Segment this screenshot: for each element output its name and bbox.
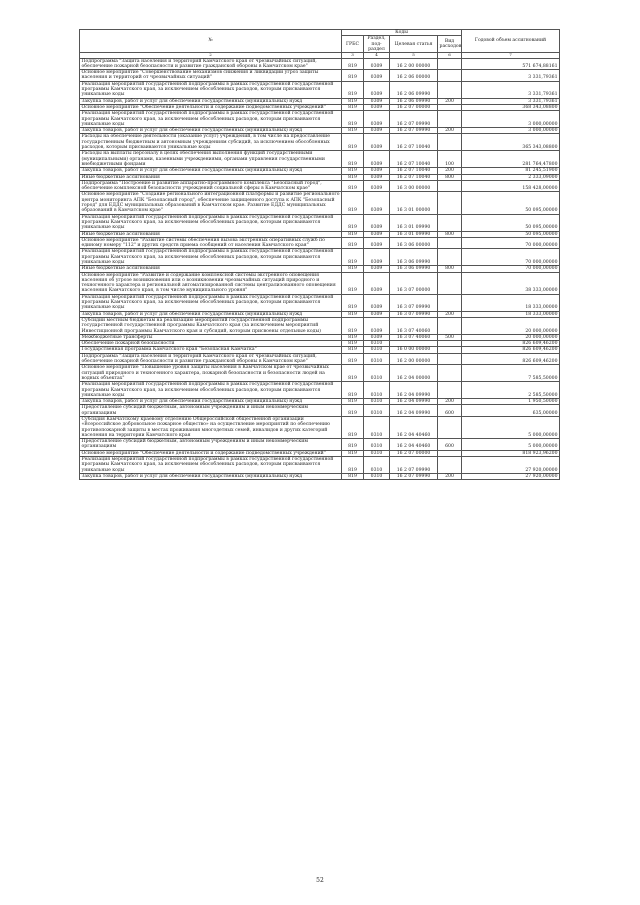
cell-sum: 38 333,00000 (462, 272, 560, 294)
table-row (80, 457, 560, 474)
cell-grbs: 819 (342, 341, 364, 347)
cell-cs: 16 2 06 09990 (390, 81, 438, 98)
cell-name: Реализация мероприятий государственной подпрограммы в рамках государственной государственной программы Камчатского края, за исключением обособленных расходов, которым присваиваются уникальные коды (80, 382, 342, 399)
cell-cs: 16 2 07 00000 (390, 450, 438, 456)
cell-sum: 5 000,00000 (462, 439, 560, 451)
cell-rz: 0309 (364, 98, 390, 104)
cell-grbs: 819 (342, 450, 364, 456)
table-row (80, 417, 560, 439)
table-row (80, 365, 560, 382)
cell-sum: 2 585,50000 (462, 382, 560, 399)
cell-vr: 200 (438, 473, 462, 479)
cell-vr: 200 (438, 98, 462, 104)
cell-grbs: 819 (342, 168, 364, 174)
cell-cs: 16 2 04 09990 (390, 399, 438, 405)
cell-rz: 0309 (364, 128, 390, 134)
cell-rz: 0309 (364, 81, 390, 98)
cell-grbs: 819 (342, 334, 364, 340)
cell-name: Основное мероприятие "Обеспечение деятельности и содержание подведомственных учреждений" (80, 450, 342, 456)
cell-rz: 0309 (364, 134, 390, 151)
cell-name: Основное мероприятие "Развитие системы обеспечения вызова экстренных оперативных служб по единому номеру "112" и других средств приема сообщений от населения Камчатского края" (80, 237, 342, 249)
cell-sum: 635,00000 (462, 405, 560, 417)
cell-name: Закупка товаров, работ и услуг для обеспечения государственных (муниципальных) нужд (80, 98, 342, 104)
cell-name: Закупка товаров, работ и услуг для обеспечения государственных (муниципальных) нужд (80, 311, 342, 317)
header-target: Целевая статья (390, 36, 438, 53)
cell-vr: 200 (438, 399, 462, 405)
cell-sum: 571 674,88161 (462, 58, 560, 70)
cell-sum: 3 331,79361 (462, 70, 560, 82)
cell-vr (438, 457, 462, 474)
cell-sum: 158 428,00000 (462, 180, 560, 192)
cell-vr (438, 214, 462, 231)
cell-cs: 16 2 07 10040 (390, 174, 438, 180)
cell-cs: 16 2 04 00000 (390, 365, 438, 382)
cell-name: Иные бюджетные ассигнования (80, 266, 342, 272)
cell-grbs: 819 (342, 151, 364, 168)
table-row (80, 237, 560, 249)
cell-rz: 0309 (364, 111, 390, 128)
cell-cs: 16 3 06 09990 (390, 266, 438, 272)
cell-vr (438, 382, 462, 399)
cell-name: Реализация мероприятий государственной подпрограммы в рамках государственной государственной программы Камчатского края, за исключением обособленных расходов, которым присваиваются уникальные коды (80, 294, 342, 311)
cell-cs: 16 3 01 00000 (390, 192, 438, 214)
table-row (80, 317, 560, 334)
cell-vr (438, 192, 462, 214)
cell-cs: 16 2 04 09990 (390, 405, 438, 417)
cell-cs: 16 2 04 09990 (390, 382, 438, 399)
cell-vr: 200 (438, 128, 462, 134)
cell-rz: 0309 (364, 266, 390, 272)
cell-grbs: 819 (342, 81, 364, 98)
header-codes: Коды (342, 30, 462, 36)
cell-grbs: 819 (342, 399, 364, 405)
cell-rz: 0310 (364, 365, 390, 382)
header-kind: Вид расходов (438, 36, 462, 53)
cell-vr: 200 (438, 168, 462, 174)
header-section: Раздел, под-раздел (364, 36, 390, 53)
cell-grbs: 819 (342, 405, 364, 417)
cell-rz: 0310 (364, 450, 390, 456)
cell-sum: 1 950,50000 (462, 399, 560, 405)
table-row (80, 58, 560, 70)
cell-grbs: 819 (342, 192, 364, 214)
cell-rz: 0309 (364, 168, 390, 174)
cell-vr (438, 237, 462, 249)
cell-vr (438, 249, 462, 266)
cell-rz: 0310 (364, 405, 390, 417)
cell-sum: 50 095,00000 (462, 214, 560, 231)
cell-name: Закупка товаров, работ и услуг для обеспечения государственных (муниципальных) нужд (80, 168, 342, 174)
cell-sum: 3 331,79361 (462, 98, 560, 104)
cell-name: Расходы на обеспечение деятельности (оказание услуг) учреждений, в том числе на предоставление государственным бюджетным и автономным учреждениям субсидий, за исключением обособленных расходов, которым присваиваются уникальные коды (80, 134, 342, 151)
index-cell: 6 (438, 53, 462, 58)
cell-grbs: 819 (342, 347, 364, 353)
cell-sum: 3 331,79361 (462, 81, 560, 98)
cell-grbs: 819 (342, 58, 364, 70)
cell-sum: 70 000,00000 (462, 237, 560, 249)
page-number: 52 (316, 877, 324, 884)
header-no: № (80, 30, 342, 53)
cell-rz: 0309 (364, 70, 390, 82)
cell-grbs: 819 (342, 294, 364, 311)
cell-cs: 16 2 06 09990 (390, 98, 438, 104)
cell-sum: 365 343,08800 (462, 134, 560, 151)
cell-cs: 16 3 06 09990 (390, 249, 438, 266)
cell-name: Обеспечение пожарной безопасности (80, 341, 342, 347)
cell-name: Основное мероприятие "Повышение уровня защиты населения в Камчатском крае от чрезвычайных ситуаций природного и техногенного характера, пожарной безопасности и безопасности людей на водных объектах" (80, 365, 342, 382)
cell-vr: 800 (438, 231, 462, 237)
cell-rz: 0309 (364, 311, 390, 317)
cell-grbs: 819 (342, 365, 364, 382)
cell-name: Закупка товаров, работ и услуг для обеспечения государственных (муниципальных) нужд (80, 473, 342, 479)
table-row (80, 353, 560, 365)
table-row (80, 192, 560, 214)
cell-name: Подпрограмма "Защита населения и территорий Камчатского края от чрезвычайных ситуаций, обеспечение пожарной безопасности и развитие гражданской обороны в Камчатском крае" (80, 58, 342, 70)
cell-rz: 0309 (364, 249, 390, 266)
table-row (80, 272, 560, 294)
table-row (80, 81, 560, 98)
cell-name: Основное мероприятие "Обеспечение деятельности и содержание подведомственных учреждений" (80, 104, 342, 110)
cell-cs: 16 0 00 00000 (390, 347, 438, 353)
cell-rz: 0309 (364, 192, 390, 214)
cell-rz: 0310 (364, 417, 390, 439)
cell-name: Государственная программа Камчатского края "Безопасная Камчатка" (80, 347, 342, 353)
cell-grbs: 819 (342, 237, 364, 249)
cell-name: Иные бюджетные ассигнования (80, 174, 342, 180)
cell-rz: 0309 (364, 214, 390, 231)
cell-grbs: 819 (342, 111, 364, 128)
cell-sum: 50 095,00000 (462, 192, 560, 214)
cell-vr: 200 (438, 311, 462, 317)
cell-rz: 0310 (364, 341, 390, 347)
cell-name: Расходы на выплаты персоналу в целях обеспечения выполнения функций государственными (муниципальными) органами, казенными учреждениями, органами управления государственными внебюджетными фондами (80, 151, 342, 168)
cell-sum: 3 000,00000 (462, 128, 560, 134)
cell-name: Реализация мероприятий государственной подпрограммы в рамках государственной государственной программы Камчатского края, за исключением обособленных расходов, которым присваиваются уникальные коды (80, 81, 342, 98)
cell-rz: 0310 (364, 457, 390, 474)
cell-vr (438, 81, 462, 98)
cell-vr (438, 365, 462, 382)
cell-cs: 16 3 06 00000 (390, 237, 438, 249)
cell-grbs: 819 (342, 214, 364, 231)
cell-sum: 50 095,00000 (462, 231, 560, 237)
cell-rz: 0309 (364, 231, 390, 237)
cell-rz: 0309 (364, 272, 390, 294)
cell-rz: 0310 (364, 399, 390, 405)
index-cell: 4 (364, 53, 390, 58)
cell-vr: 500 (438, 334, 462, 340)
cell-name: Закупка товаров, работ и услуг для обеспечения государственных (муниципальных) нужд (80, 399, 342, 405)
cell-rz: 0309 (364, 151, 390, 168)
cell-cs: 16 2 07 09990 (390, 457, 438, 474)
cell-vr (438, 180, 462, 192)
cell-vr: 600 (438, 405, 462, 417)
cell-name: Подпрограмма "Построение и развитие аппаратно-программного комплекса "Безопасный город", обеспечение комплексной безопасности учреждений социальной сферы в Камчатском крае" (80, 180, 342, 192)
table-row (80, 111, 560, 128)
cell-grbs: 819 (342, 134, 364, 151)
cell-cs: 16 3 07 40060 (390, 317, 438, 334)
cell-grbs: 819 (342, 128, 364, 134)
cell-cs: 16 2 06 00000 (390, 70, 438, 82)
cell-sum: 3 000,00000 (462, 111, 560, 128)
cell-vr: 800 (438, 266, 462, 272)
cell-rz: 0309 (364, 294, 390, 311)
cell-grbs: 819 (342, 98, 364, 104)
cell-cs: 16 3 07 00000 (390, 272, 438, 294)
cell-cs: 16 2 07 10040 (390, 151, 438, 168)
budget-table-container (79, 29, 559, 480)
cell-vr: 800 (438, 174, 462, 180)
cell-grbs: 819 (342, 70, 364, 82)
cell-name: Межбюджетные трансферты (80, 334, 342, 340)
cell-sum: 281 764,47800 (462, 151, 560, 168)
table-row (80, 180, 560, 192)
cell-cs: 16 3 01 09990 (390, 231, 438, 237)
table-row (80, 473, 560, 479)
cell-rz: 0309 (364, 174, 390, 180)
index-cell: 3 (342, 53, 364, 58)
cell-name: Основное мероприятие "Развитие и содержание комплексной системы экстренного оповещения населения об угрозе возникновения или о возникновении чрезвычайных ситуаций природного и техногенного характера и региональной автоматизированной системы централизованного оповещения населения Камчатского края, в том числе муниципального уровня" (80, 272, 342, 294)
cell-sum: 2 333,09000 (462, 174, 560, 180)
cell-rz: 0310 (364, 439, 390, 451)
cell-sum: 70 000,00000 (462, 249, 560, 266)
table-row (80, 214, 560, 231)
cell-cs: 16 2 07 09990 (390, 473, 438, 479)
table-row (80, 439, 560, 451)
table-row (80, 134, 560, 151)
cell-grbs: 819 (342, 473, 364, 479)
table-row (80, 249, 560, 266)
index-cell: 5 (390, 53, 438, 58)
table-row (80, 70, 560, 82)
cell-vr (438, 272, 462, 294)
cell-cs: 16 2 00 00000 (390, 58, 438, 70)
cell-grbs: 819 (342, 272, 364, 294)
cell-name: Субсидии местным бюджетам на реализацию мероприятий государственной подпрограммы государственной государственной программы Камчатского края (за исключением мероприятий Инвестиционной программы Камчатского края и субсидий, которым присвоены отдельные коды) (80, 317, 342, 334)
cell-name: Реализация мероприятий государственной подпрограммы в рамках государственной государственной программы Камчатского края, за исключением обособленных расходов, которым присваиваются уникальные коды (80, 214, 342, 231)
cell-name: Реализация мероприятий государственной подпрограммы в рамках государственной государственной программы Камчатского края, за исключением обособленных расходов, которым присваиваются уникальные коды (80, 457, 342, 474)
cell-rz: 0309 (364, 104, 390, 110)
cell-cs: 16 2 07 09990 (390, 111, 438, 128)
cell-rz: 0309 (364, 237, 390, 249)
cell-sum: 18 333,00000 (462, 294, 560, 311)
cell-cs: 16 3 01 09990 (390, 214, 438, 231)
cell-grbs: 819 (342, 317, 364, 334)
cell-rz: 0309 (364, 58, 390, 70)
cell-cs: 16 2 04 40460 (390, 439, 438, 451)
table-body (80, 58, 560, 480)
index-cell: 7 (462, 53, 560, 58)
header-row-1 (80, 30, 560, 36)
cell-grbs: 819 (342, 231, 364, 237)
cell-sum: 27 920,00000 (462, 457, 560, 474)
cell-grbs: 819 (342, 266, 364, 272)
cell-cs: 16 2 07 09990 (390, 128, 438, 134)
cell-rz: 0310 (364, 382, 390, 399)
cell-vr: 100 (438, 151, 462, 168)
cell-cs: 16 2 07 00000 (390, 104, 438, 110)
cell-name: Реализация мероприятий государственной подпрограммы в рамках государственной государственной программы Камчатского края, за исключением обособленных расходов, которым присваиваются уникальные коды (80, 249, 342, 266)
cell-name: Субсидия Камчатскому краевому отделению Общероссийской общественной организации «Всероссийское добровольное пожарное общество» на осуществление мероприятий по обеспечению противопожарной защиты в местах проживания многодетных семей, инвалидов и других категорий населения на территории Камчатского края (80, 417, 342, 439)
cell-vr: 600 (438, 439, 462, 451)
cell-name: Предоставление субсидий бюджетным, автономным учреждениям и иным некоммерческим организациям (80, 439, 342, 451)
cell-sum: 5 000,00000 (462, 417, 560, 439)
table-row (80, 151, 560, 168)
cell-vr (438, 317, 462, 334)
cell-cs: 16 2 07 10040 (390, 134, 438, 151)
cell-vr (438, 111, 462, 128)
cell-sum: 81 245,51900 (462, 168, 560, 174)
table-row (80, 294, 560, 311)
cell-cs: 16 2 00 00000 (390, 353, 438, 365)
cell-rz: 0309 (364, 317, 390, 334)
index-cell: 2 (80, 53, 342, 58)
cell-sum: 826 609,46200 (462, 347, 560, 353)
cell-sum: 20 000,00000 (462, 317, 560, 334)
cell-sum: 27 920,00000 (462, 473, 560, 479)
cell-grbs: 819 (342, 104, 364, 110)
cell-grbs: 819 (342, 457, 364, 474)
cell-rz: 0309 (364, 334, 390, 340)
cell-sum: 7 585,50000 (462, 365, 560, 382)
cell-cs: 16 3 07 09990 (390, 311, 438, 317)
cell-sum: 818 923,96200 (462, 450, 560, 456)
header-grbs: ГРБС (342, 36, 364, 53)
cell-rz: 0310 (364, 347, 390, 353)
cell-sum: 368 343,08800 (462, 104, 560, 110)
cell-name: Основное мероприятие "Создание регионального интеграционной платформы и развитие регионального центра мониторинга АПК "Безопасный город", обеспечение защищенного доступа к АПК "Безопасный город" для ЕДДС муниципальных образований в Камчатском крае. Развитие ЕДДС муниципальных образований в Камчатском крае" (81, 192, 340, 214)
cell-cs: 16 2 07 10040 (390, 168, 438, 174)
cell-sum: 70 000,00000 (462, 266, 560, 272)
cell-cs: 16 3 07 40060 (390, 334, 438, 340)
table-row (80, 382, 560, 399)
header-sum: Годовой объем ассигнований (462, 30, 560, 53)
cell-vr (438, 294, 462, 311)
cell-grbs: 819 (342, 249, 364, 266)
cell-name: Закупка товаров, работ и услуг для обеспечения государственных (муниципальных) нужд (80, 128, 342, 134)
cell-name: Основное мероприятие "Совершенствование механизмов снижения и ликвидации угроз защиты населения и территорий от чрезвычайных ситуаций" (80, 70, 342, 82)
cell-grbs: 819 (342, 417, 364, 439)
budget-table (79, 29, 560, 480)
cell-cs: 16 2 04 40460 (390, 417, 438, 439)
cell-sum: 20 000,00000 (462, 334, 560, 340)
cell-vr (438, 58, 462, 70)
cell-name: Предоставление субсидий бюджетным, автономным учреждениям и иным некоммерческим организациям (80, 405, 342, 417)
cell-grbs: 819 (342, 382, 364, 399)
cell-sum: 826 609,46200 (462, 353, 560, 365)
cell-sum: 18 333,00000 (462, 311, 560, 317)
cell-grbs: 819 (342, 439, 364, 451)
cell-vr (438, 70, 462, 82)
cell-grbs: 819 (342, 311, 364, 317)
cell-rz: 0310 (364, 353, 390, 365)
cell-vr (438, 417, 462, 439)
cell-cs: 16 3 00 00000 (390, 180, 438, 192)
cell-rz: 0309 (364, 180, 390, 192)
table-row (80, 405, 560, 417)
cell-grbs: 819 (342, 180, 364, 192)
cell-vr (438, 353, 462, 365)
cell-name: Иные бюджетные ассигнования (80, 231, 342, 237)
cell-name: Подпрограмма "Защита населения и территорий Камчатского края от чрезвычайных ситуаций, обеспечение пожарной безопасности и развитие гражданской обороны в Камчатском крае" (80, 353, 342, 365)
cell-vr (438, 134, 462, 151)
cell-cs: 16 3 07 09990 (390, 294, 438, 311)
cell-name: Реализация мероприятий государственной подпрограммы в рамках государственной государственной программы Камчатского края, за исключением обособленных расходов, которым присваиваются уникальные коды (80, 111, 342, 128)
cell-grbs: 819 (342, 353, 364, 365)
cell-rz: 0310 (364, 473, 390, 479)
cell-sum: 826 609,46200 (462, 341, 560, 347)
cell-grbs: 819 (342, 174, 364, 180)
